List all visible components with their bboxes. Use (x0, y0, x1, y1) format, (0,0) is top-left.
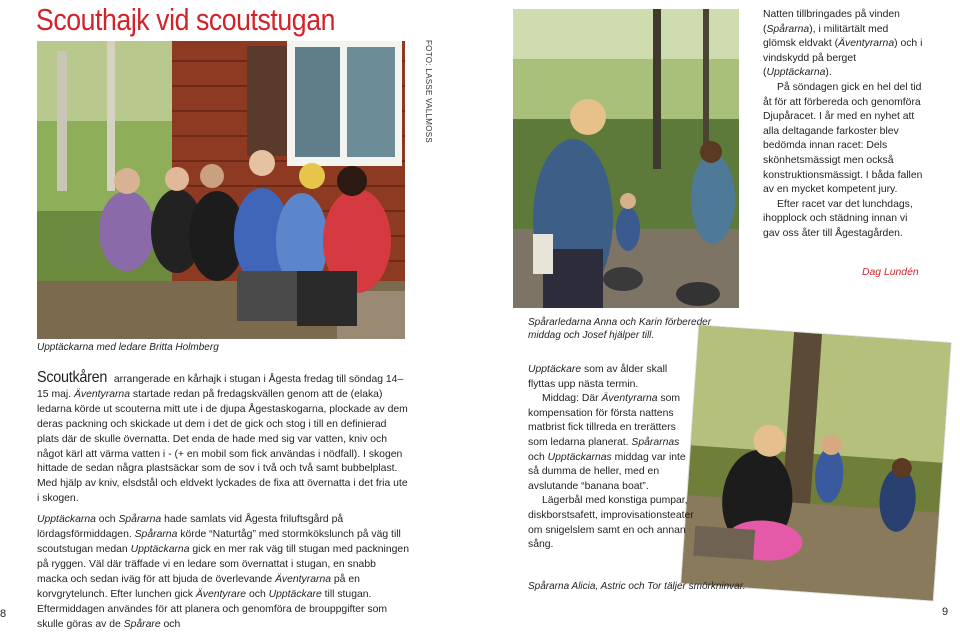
left-paragraph-1: Scoutkåren arrangerade en kårhajk i stugan i Ågesta fredag till söndag 14–15 maj. Äventyrarna startade redan på fredagskvällen genom att de (elaka) ledarna körde ut scouterna mitt ute i de djupa Ågestaskogarna, plockade av dem deras packning och skickade ut dem i det de gick och stog i till en definierad plats där de skulle övernatta. Det enda de hade med sig var vatten, kniv och något kärl att värma vatten i - (+ en mobil som fick användas i nödfall). I skogen hittade de sedan några plastsäckar som de sov i två och två samt bubbelplast. Med hjälp av kniv, elsdstål och eldvekt lyckades de fixa att övernatta i det fria ute i skogen. (37, 369, 408, 505)
page-title: Scouthajk vid scoutstugan (36, 2, 335, 37)
lead-word: Scoutkåren (37, 369, 108, 386)
right-paragraph-1: Natten tillbringades på vinden (Spårarna), i militärtält med glömsk eldvakt (Äventyrarna) och i vindskydd på berget (Upptäckarna). (763, 9, 923, 79)
article-text-right (763, 8, 923, 242)
caption-photo-2: Spårarledarna Anna och Karin förbereder middag och Josef hjälper till. (528, 317, 712, 341)
photo-children-carving (681, 326, 950, 601)
left-paragraph-2: Upptäckarna och Spårarna hade samlats vid Ågesta friluftsgård på lördagsförmiddagen. Spårarna körde “Naturtåg” med stormkökslunch på väg till scoutstugan medan Upptäckarna gick en mer rak väg till stugan med packningen på ryggen. Väl där träffade vi en ledare som övernattat i stugan, en snabb macka och sedan iväg för att bjuda de överlevande Äventyrarna på en korvgrytelunch. Efter lunchen gick Äventyrare och Upptäckare till stugan. Eftermiddagen användes för att planera och genomföra de brouppgifter som skulle göras av de Spårare och (37, 514, 409, 630)
right-paragraph-3: Efter racet var det lunchdags, ihopplock och städning innan vi gav oss åter till Ågestagården. (763, 198, 913, 239)
page-number-right: 9 (942, 606, 949, 618)
page-number-left: 8 (0, 608, 7, 620)
article-text-left (37, 371, 409, 632)
right-paragraph-2: På söndagen gick en hel del tid åt för att förbereda och genomföra Djupåracet. I år med en nyhet att alla deltagande farkoster blev bedömda innan racet: Dels skönhetsmässigt men också konstruktionsmässigt. I båda fallen av en mycket kompetent jury. (763, 81, 923, 196)
mid-paragraph-3: Lägerbål med konstiga pumpar, diskborstsafett, improvisationsteater om snigelslem samt en och annan sång. (528, 495, 694, 551)
photo-leaders-dinner (513, 9, 739, 308)
photo-group-at-cabin (37, 41, 405, 339)
article-text-middle (528, 363, 694, 553)
mid-paragraph-1: Upptäckare som av ålder skall flyttas upp nästa termin. (528, 364, 668, 390)
author-signature: Dag Lundén (862, 267, 919, 278)
mid-paragraph-2: Middag: Där Äventyrarna som kompensation för första nattens matbrist fick tillreda en trerätters som ledarna planerat. Spårarnas och Upptäckarnas middag var inte så dumma de heller, med en avslutande “banana boat”. (528, 393, 686, 492)
caption-photo-1: Upptäckarna med ledare Britta Holmberg (37, 342, 219, 353)
photo-credit: FOTO: LASSE VALLMOSS (424, 40, 433, 144)
caption-photo-3: Spårarna Alicia, Astric och Tor täljer smörkninvar. (528, 581, 746, 592)
